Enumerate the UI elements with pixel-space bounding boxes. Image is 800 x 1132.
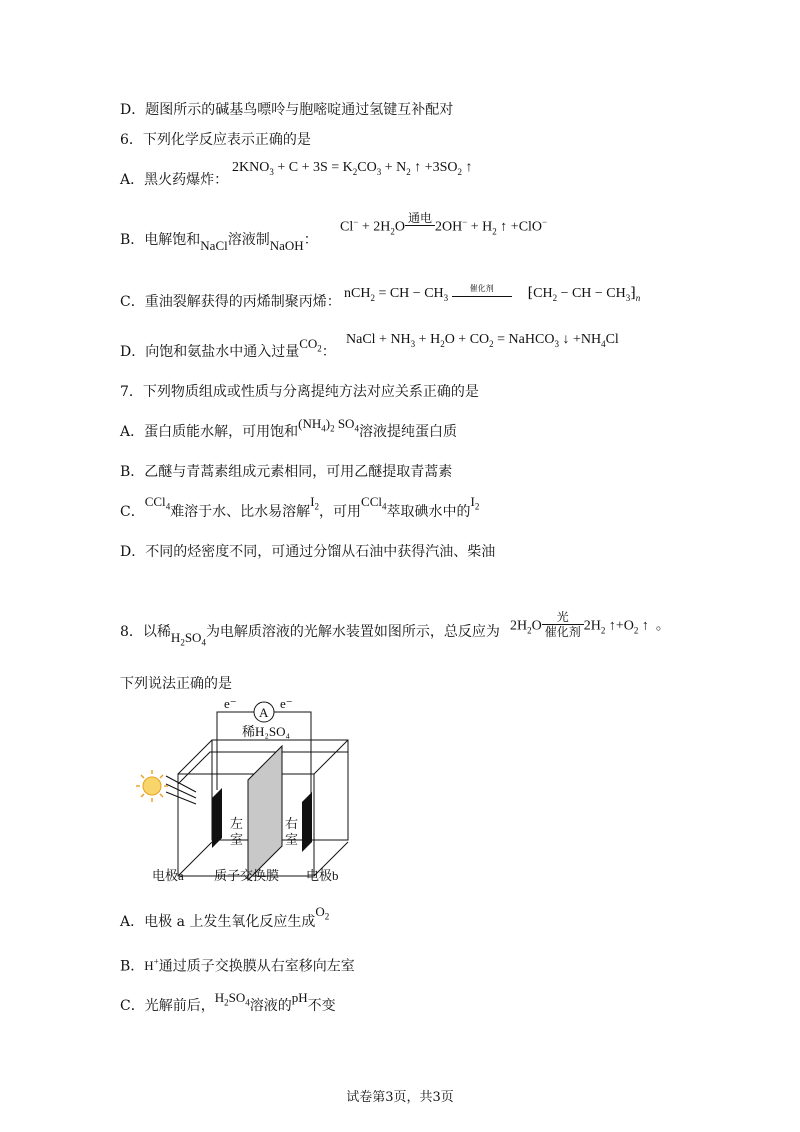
svg-text:室: 室	[230, 832, 244, 847]
svg-text:室: 室	[285, 832, 299, 847]
option-7d: D．不同的烃密度不同，可通过分馏从石油中获得汽油、柴油	[120, 544, 496, 560]
option-7c: C．CCl$_4$难溶于水、比水易溶解$I_2$，可用CCl$_4$萃取碘水中的$I_2$	[120, 494, 480, 520]
option-7b: B．乙醚与青蒿素组成元素相同，可用乙醚提取青蒿素	[120, 464, 453, 480]
option-8c: C．光解前后，$H_2SO_4$溶液的pH不变	[120, 990, 336, 1014]
option-7a: A．蛋白质能水解，可用饱和$(NH_4)_2$ $SO_4$溶液提纯蛋白质	[120, 416, 457, 440]
electrode-a	[212, 788, 222, 848]
svg-text:稀H₂SO₄: 稀H₂SO₄	[242, 724, 291, 739]
page-footer: 试卷第3页，共3页	[346, 1090, 454, 1105]
svg-text:质子交换膜: 质子交换膜	[214, 868, 280, 883]
option-6a: A．黑火药爆炸：	[120, 172, 229, 188]
option-8b: B．H+通过质子交换膜从右室移向左室	[120, 957, 355, 975]
equation-6a: $2KNO_3 + C + 3S = K_2CO_3 + N_2$ ↑ $+3SO_2$ ↑	[232, 160, 473, 177]
option-5d: D．题图所示的碱基鸟嘌呤与胞嘧啶通过氢键互补配对	[120, 102, 454, 118]
equation-6d: NaCl + $NH_3 + H_2O + CO_2$ = NaHCO$_3$ ↓ $+NH_4Cl$	[346, 332, 619, 349]
svg-text:e⁻: e⁻	[280, 698, 293, 711]
photolysis-apparatus-figure	[130, 698, 370, 888]
equation-6c: nCH$_2$ = CH − $CH_3$ 催化剂 $⁅CH_2$ − CH − $CH_3⁆_n$	[344, 284, 641, 303]
question-8-ask: 下列说法正确的是	[120, 676, 232, 692]
svg-text:电极b: 电极b	[306, 868, 339, 883]
svg-text:e⁻: e⁻	[224, 698, 237, 711]
question-8-stem: 8．以稀$H_2SO_4$为电解质溶液的光解水装置如图所示，总反应为	[120, 624, 500, 648]
question-6-stem: 6．下列化学反应表示正确的是	[120, 132, 311, 148]
svg-text:A: A	[259, 705, 269, 720]
option-6b: B．电解饱和NaCl溶液制NaOH：	[120, 232, 318, 253]
svg-text:右: 右	[285, 816, 299, 831]
proton-exchange-membrane	[248, 746, 282, 880]
option-6c: C．重油裂解获得的丙烯制聚丙烯：	[120, 294, 341, 310]
sun-icon	[136, 770, 168, 802]
equation-8: $2H_2O$ $\frac{\text{光}}{\text{催化剂}}$ $2H_2$ $↑+O_2$ ↑ 。	[510, 610, 670, 639]
svg-text:左: 左	[230, 816, 244, 831]
option-6d: D．向饱和氨盐水中通入过量$CO_2$：	[120, 336, 336, 360]
option-8a: A．电极 a 上发生氧化反应生成$O_2$	[120, 904, 330, 930]
equation-6b: $Cl^- + 2H_2O$ 通电 $2OH^- + H_2$ ↑ +ClO−	[340, 210, 548, 237]
svg-text:电极a: 电极a	[152, 868, 184, 883]
electrode-b	[302, 792, 312, 852]
question-7-stem: 7．下列物质组成或性质与分离提纯方法对应关系正确的是	[120, 384, 479, 400]
